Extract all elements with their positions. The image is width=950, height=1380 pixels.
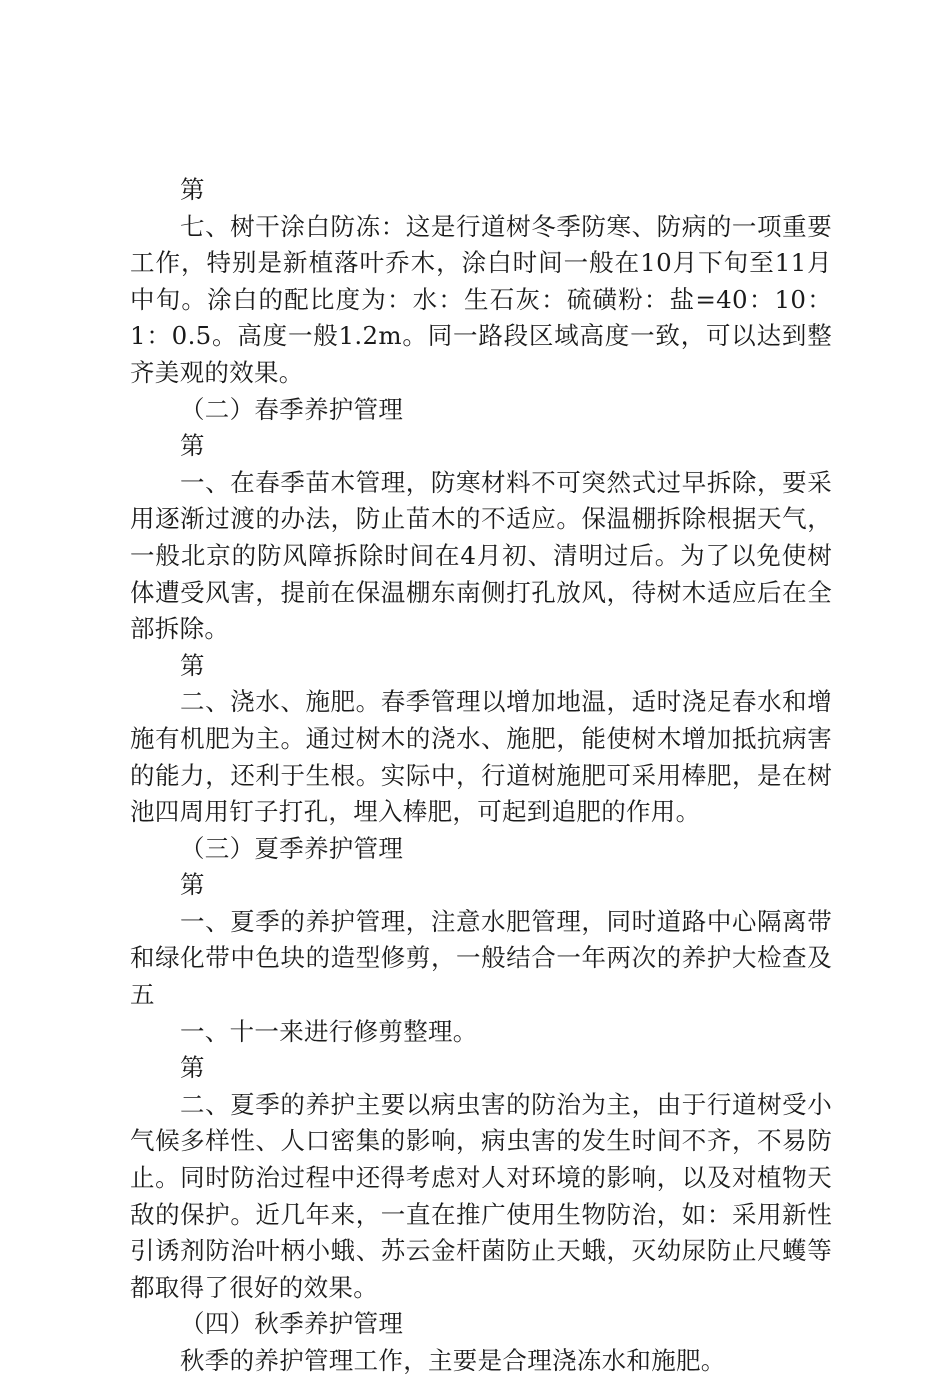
paragraph-marker: 第 (180, 431, 205, 461)
paragraph-marker: 第 (180, 650, 205, 680)
paragraph-spring-seedling-management: 一、在春季苗木管理，防寒材料不可突然式过早拆除，要采用逐渐过渡的办法，防止苗木的不适应。保温棚拆除根据天气，一般北京的防风障拆除时间在4月初、清明过后。为了以免使树体遭受风害，提前在保温棚东南侧打孔放风，待树木适应后在全部拆除。 (130, 467, 833, 644)
paragraph-marker: 第 (180, 870, 205, 900)
section-heading-summer: （三）夏季养护管理 (180, 833, 404, 863)
section-heading-spring: （二）春季养护管理 (180, 394, 404, 424)
paragraph-autumn-management: 秋季的养护管理工作，主要是合理浇冻水和施肥。 (180, 1346, 726, 1375)
paragraph-marker: 第 (180, 1053, 205, 1083)
paragraph-summer-pruning: 一、夏季的养护管理，注意水肥管理，同时道路中心隔离带和绿化带中色块的造型修剪，一般结合一年两次的养护大检查及五 (130, 906, 832, 1010)
section-heading-autumn: （四）秋季养护管理 (180, 1309, 404, 1339)
paragraph-summer-pruning-continued: 一、十一来进行修剪整理。 (180, 1016, 478, 1046)
paragraph-spring-watering-fertilizing: 二、浇水、施肥。春季管理以增加地温，适时浇足春水和增施有机肥为主。通过树木的浇水、施肥，能使树木增加抵抗病害的能力，还利于生根。实际中，行道树施肥可采用棒肥，是在树池四周用钉子打孔，埋入棒肥，可起到追肥的作用。 (130, 687, 832, 827)
paragraph-marker: 第 (180, 175, 205, 204)
paragraph-summer-pest-control: 二、夏季的养护主要以病虫害的防治为主，由于行道树受小气候多样性、人口密集的影响，病虫害的发生时间不齐，不易防止。同时防治过程中还得考虑对人对环境的影响，以及对植物天敌的保护。近几年来，一直在推广使用生物防治，如：采用新性引诱剂防治叶柄小蛾、苏云金杆菌防止天蛾，灭幼尿防止尺蠖等都取得了很好的效果。 (130, 1089, 832, 1302)
paragraph-tree-trunk-whitening: 七、树干涂白防冻：这是行道树冬季防寒、防病的一项重要工作，特别是新植落叶乔木，涂白时间一般在10月下旬至11月中旬。涂白的配比度为：水：生石灰：硫磺粉：盐=40：10：1：0.5。高度一般1.2m。同一路段区域高度一致，可以达到整齐美观的效果。 (130, 211, 832, 387)
document-body (130, 172, 832, 1380)
